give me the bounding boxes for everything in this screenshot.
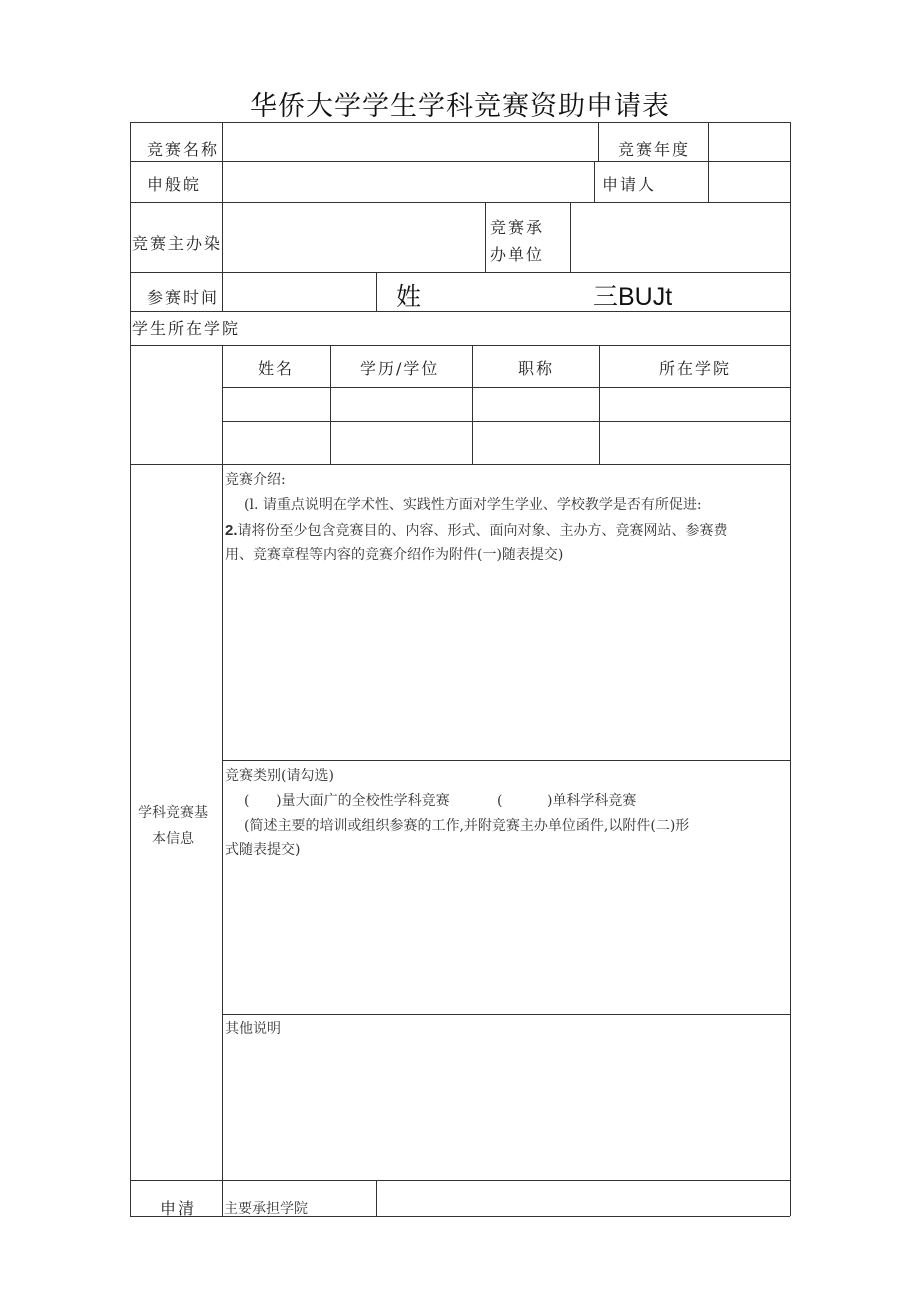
category-option-1-text: 量大面广的全校性学科竞赛 <box>281 793 450 809</box>
applicant-label: 申请人 <box>602 175 657 194</box>
other-input-area[interactable] <box>224 1044 788 1178</box>
category-option-2-checkbox[interactable]: ( ) <box>497 793 553 809</box>
basic-info-label-line2: 本信息 <box>152 831 194 847</box>
competition-year-label: 竞赛年度 <box>618 140 691 159</box>
competition-time-label: 参赛时间 <box>147 288 220 307</box>
other-heading: 其他说明 <box>225 1021 281 1037</box>
category-note-line2: 式随表提交) <box>225 842 301 858</box>
intro-line2-number: 2. <box>225 522 238 539</box>
intro-line1: (l. 请重点说明在学术性、实践性方面对学生学业、学校教学是否有所促进: <box>244 497 702 513</box>
main-college-label: 主要承担学院 <box>224 1201 308 1217</box>
category-option-2-text: 单科学科竞赛 <box>552 793 637 809</box>
undertaker-label-line2: 办单位 <box>490 245 545 264</box>
applying-college-field[interactable] <box>224 163 592 201</box>
competition-time-field[interactable] <box>224 274 374 310</box>
row4-mid-text: 姓 <box>396 283 422 311</box>
advisor-rows[interactable] <box>224 389 788 463</box>
row4-right-text: 三BUJt <box>593 283 673 311</box>
intro-line2 <box>225 518 728 544</box>
category-option-2[interactable] <box>497 789 636 814</box>
organizer-field[interactable] <box>224 204 483 270</box>
main-college-field[interactable] <box>378 1182 788 1215</box>
undertaker-field[interactable] <box>572 204 788 270</box>
header-title: 职称 <box>518 359 555 378</box>
competition-name-label: 竞赛名称 <box>147 140 220 159</box>
competition-year-field[interactable] <box>710 124 788 160</box>
intro-heading: 竞赛介绍: <box>225 472 286 488</box>
intro-input-area[interactable] <box>224 570 788 758</box>
category-note-line1: (简述主要的培训或组织参赛的工作,并附竞赛主办单位函件,以附件(二)形 <box>244 818 690 834</box>
header-name: 姓名 <box>258 359 295 378</box>
category-heading: 竞赛类别(请勾选) <box>225 768 334 784</box>
undertaker-label-line1: 竞赛承 <box>490 218 545 237</box>
form-title: 华侨大学学生学科竞赛资助申请表 <box>250 91 670 122</box>
applying-college-label: 申般皖 <box>147 175 202 194</box>
header-college: 所在学院 <box>659 359 732 378</box>
student-college-label: 学生所在学院 <box>132 319 241 338</box>
application-label: 申清 <box>160 1199 197 1218</box>
intro-line3: 用、竞赛章程等内容的竞赛介绍作为附件(一)随表提交) <box>225 547 564 563</box>
category-option-1[interactable] <box>244 789 450 814</box>
competition-name-field[interactable] <box>224 124 596 160</box>
header-degree: 学历/学位 <box>360 359 440 378</box>
category-input-area[interactable] <box>224 866 788 1012</box>
category-option-1-checkbox[interactable]: ( ) <box>244 793 282 809</box>
applicant-field[interactable] <box>710 163 788 201</box>
intro-line2-text: 请将份至少包含竞赛目的、内容、形式、面向对象、主办方、竞赛网站、参赛费 <box>237 523 728 539</box>
organizer-label: 竞赛主办染 <box>132 234 223 253</box>
basic-info-label-line1: 学科竞赛基 <box>138 805 208 821</box>
